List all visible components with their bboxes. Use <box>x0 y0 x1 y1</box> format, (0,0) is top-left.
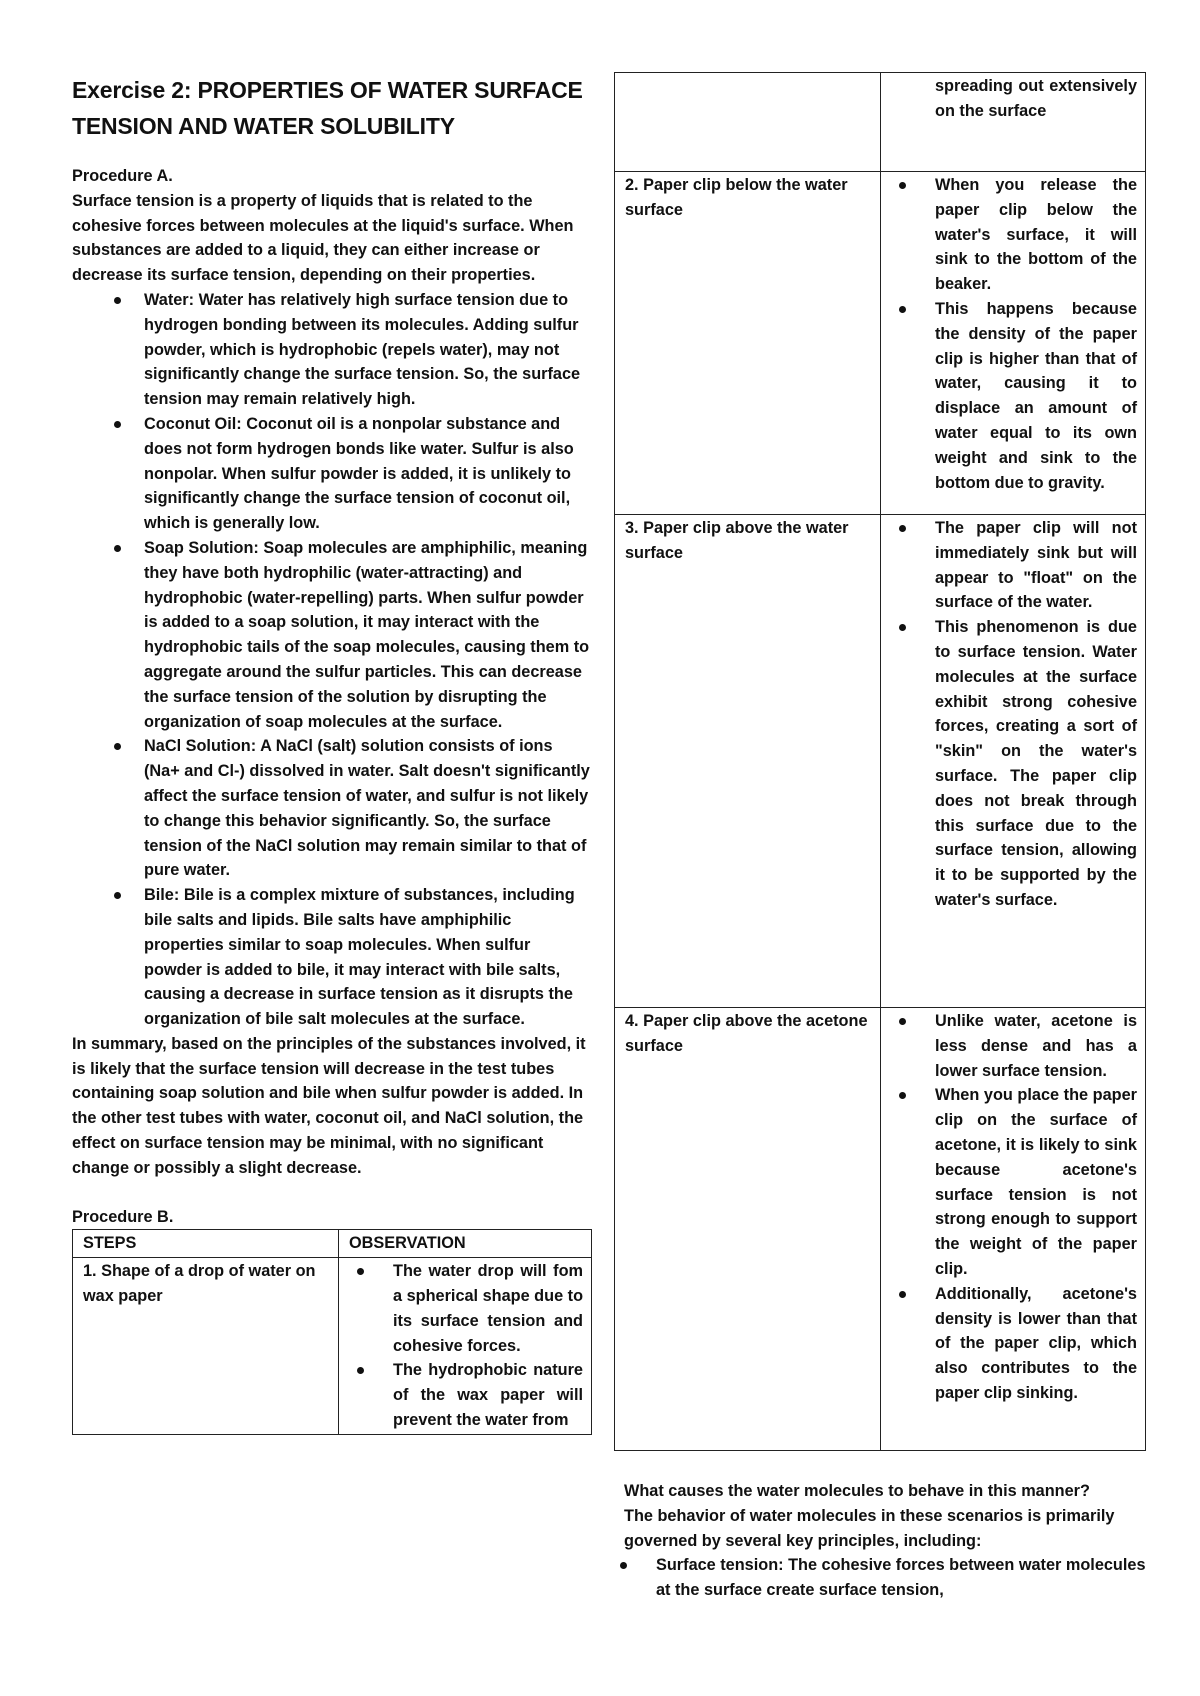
item-label: Coconut Oil: <box>144 414 242 433</box>
item-label: Bile: <box>144 886 180 905</box>
item-label: NaCl Solution: <box>144 737 257 756</box>
observation-cell <box>881 1008 1146 1451</box>
observation-item: This phenomenon is due to surface tension. Water molecules at the surface exhibit strong cohesive forces, creating a sort of "skin" on the water's surface. The paper clip does not break through this surface due to the surface tension, allowing it to be supported by the water's surface. <box>935 615 1137 913</box>
answer-intro: The behavior of water molecules in these scenarios is primarily governed by several key principles, including: <box>624 1506 1115 1550</box>
observation-table-part2 <box>614 72 1146 1451</box>
observation-cell <box>881 172 1146 515</box>
step-cell: 4. Paper clip above the acetone surface <box>615 1008 881 1451</box>
observation-item: Additionally, acetone's density is lower than that of the paper clip, which also contributes to the paper clip sinking. <box>935 1282 1137 1406</box>
question-text: What causes the water molecules to behave in this manner? <box>624 1482 1090 1500</box>
item-text: Soap molecules are amphiphilic, meaning they have both hydrophilic (water-attracting) and hydrophobic (water-repelling) parts. When sulfur powder is added to a soap solution, it may interact with the hydrophobic tails of the soap molecules, causing them to aggregate around the sulfur particles. This can decrease the surface tension of the solution by disrupting the organization of soap molecules at the surface. <box>144 538 590 731</box>
observation-cell <box>339 1258 592 1435</box>
principles-list <box>614 1553 1146 1603</box>
list-item <box>144 288 592 412</box>
item-text: Bile is a complex mixture of substances, including bile salts and lipids. Bile salts have amphiphilic properties similar to soap molecules. When sulfur powder is added to bile, it may interact with bile salts, causing a decrease in surface tension as it disrupts the organization of bile salt molecules at the surface. <box>144 886 575 1029</box>
procedure-a-intro: Surface tension is a property of liquids that is related to the cohesive forces between molecules at the liquid's surface. When substances are added to a liquid, they can either increase or decrease its surface tension, depending on their properties. <box>72 191 574 285</box>
list-item: Surface tension: The cohesive forces between water molecules at the surface create surface tension, <box>656 1553 1146 1603</box>
item-label: Soap Solution: <box>144 538 259 557</box>
procedure-a-heading: Procedure A. <box>72 167 173 185</box>
exercise-title: Exercise 2: PROPERTIES OF WATER SURFACE TENSION AND WATER SOLUBILITY <box>72 77 583 139</box>
procedure-b-heading: Procedure B. <box>72 1207 174 1226</box>
observation-continuation: spreading out extensively on the surface <box>935 77 1137 120</box>
table-row <box>615 1008 1146 1451</box>
observation-item: This happens because the density of the paper clip is higher than that of water, causing it to displace an amount of water equal to its own weight and sink to the bottom due to gravity. <box>935 297 1137 495</box>
step-cell: 2. Paper clip below the water surface <box>615 172 881 515</box>
list-item <box>144 734 592 883</box>
table-header-row <box>73 1230 592 1258</box>
observation-item: Unlike water, acetone is less dense and has a lower surface tension. <box>935 1009 1137 1083</box>
observation-cell <box>881 515 1146 1008</box>
table-row <box>73 1258 592 1435</box>
substance-list <box>72 288 592 1032</box>
step-cell-empty <box>615 73 881 172</box>
observation-table-part1 <box>72 1229 592 1434</box>
list-item <box>144 536 592 734</box>
summary-paragraph: In summary, based on the principles of the substances involved, it is likely that the surface tension will decrease in the test tubes containing soap solution and bile when sulfur powder is added. In the other test tubes with water, coconut oil, and NaCl solution, the effect on surface tension may be minimal, with no significant change or possibly a slight decrease. <box>72 1034 586 1177</box>
left-column <box>72 72 592 1435</box>
table-row <box>615 172 1146 515</box>
item-text: Water has relatively high surface tension due to hydrogen bonding between its molecules. Adding sulfur powder, which is hydrophobic (repels water), may not significantly change the surface tension. So, the surface tension may remain relatively high. <box>144 290 581 409</box>
observation-item: The water drop will fom a spherical shape due to its surface tension and cohesive forces. <box>393 1259 583 1358</box>
step-cell: 1. Shape of a drop of water on wax paper <box>73 1258 339 1435</box>
observation-column-header: OBSERVATION <box>339 1230 592 1258</box>
list-item <box>144 412 592 536</box>
steps-column-header: STEPS <box>73 1230 339 1258</box>
table-row <box>615 73 1146 172</box>
observation-cell <box>881 73 1146 172</box>
observation-item: When you release the paper clip below the water's surface, it will sink to the bottom of the beaker. <box>935 173 1137 297</box>
item-text: Coconut oil is a nonpolar substance and does not form hydrogen bonds like water. Sulfur is also nonpolar. When sulfur powder is added, it is unlikely to significantly change the surface tension of coconut oil, which is generally low. <box>144 414 574 533</box>
step-cell: 3. Paper clip above the water surface <box>615 515 881 1008</box>
observation-item: The paper clip will not immediately sink but will appear to "float" on the surface of the water. <box>935 516 1137 615</box>
item-text: A NaCl (salt) solution consists of ions (Na+ and Cl-) dissolved in water. Salt doesn't significantly affect the surface tension of water, and sulfur is not likely to change this behavior significantly. So, the surface tension of the NaCl solution may remain similar to that of pure water. <box>144 737 590 880</box>
observation-item: The hydrophobic nature of the wax paper will prevent the water from <box>393 1358 583 1432</box>
item-label: Water: <box>144 290 195 309</box>
observation-item: When you place the paper clip on the surface of acetone, it is likely to sink because acetone's surface tension is not strong enough to support the weight of the paper clip. <box>935 1083 1137 1281</box>
table-row <box>615 515 1146 1008</box>
list-item <box>144 883 592 1032</box>
right-column <box>614 72 1146 1603</box>
